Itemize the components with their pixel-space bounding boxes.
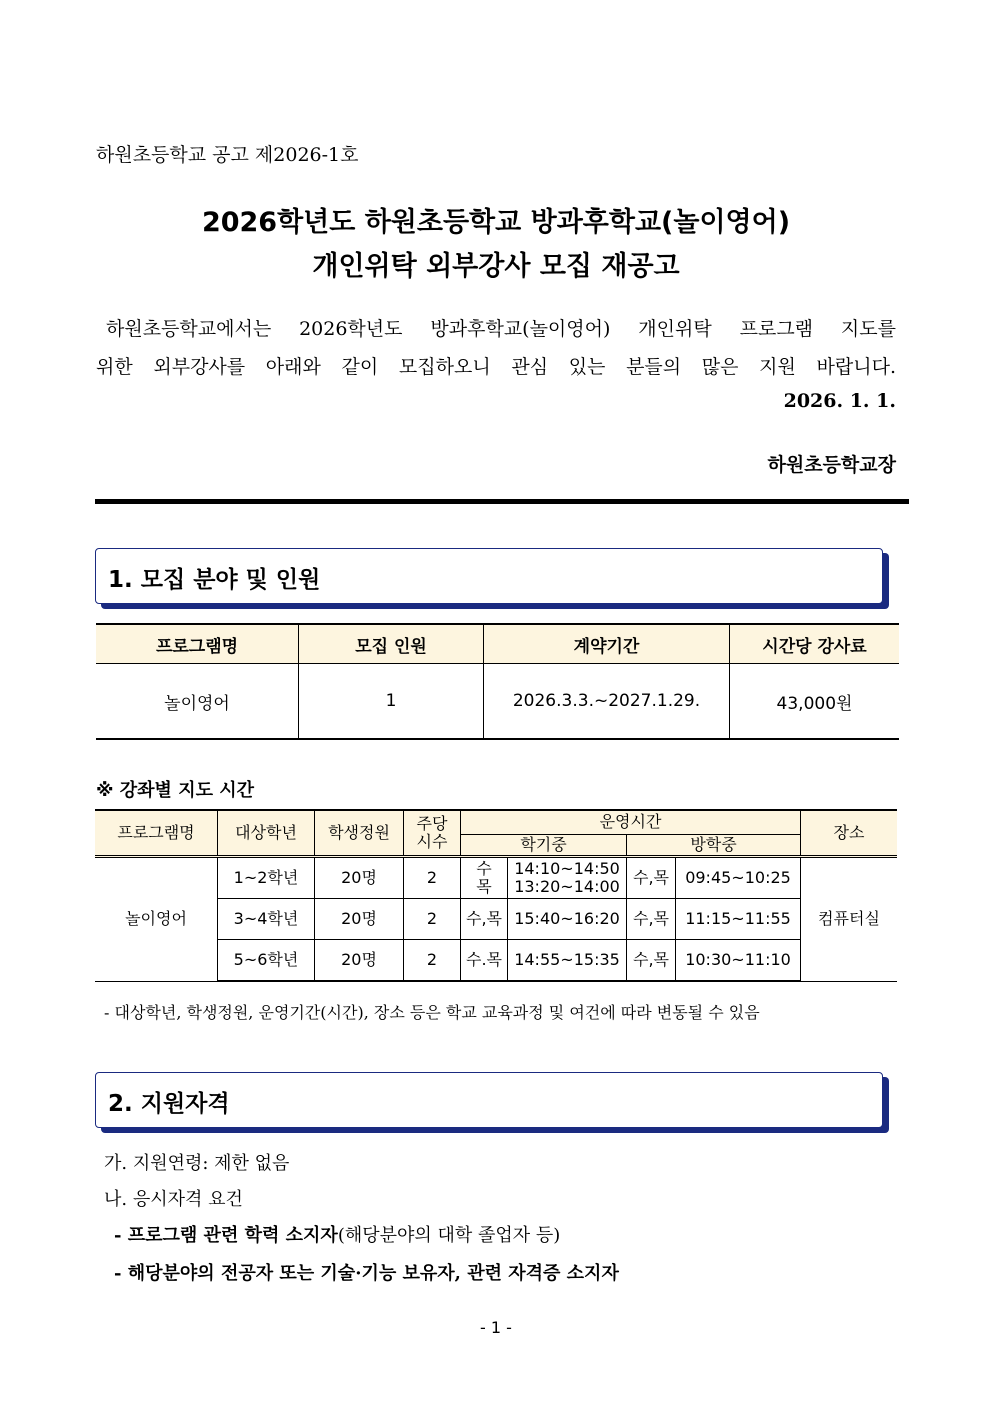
recruitment-table — [96, 623, 899, 740]
cell-vacation-day: 수,목 — [627, 899, 676, 940]
header-program: 프로그램명 — [96, 624, 299, 664]
cell-semester-day-line2: 목 — [476, 877, 492, 896]
cell-hourly-fee: 43,000원 — [730, 664, 900, 740]
requirement-expertise-text: - 해당분야의 전공자 또는 기술·기능 보유자, 관련 자격증 소지자 — [114, 1263, 619, 1284]
cell-semester-time — [508, 857, 627, 899]
cell-semester-time: 15:40~16:20 — [508, 899, 627, 940]
cell-semester-time: 14:55~15:35 — [508, 940, 627, 982]
header-recruit-count: 모집 인원 — [299, 624, 484, 664]
section2-title: 2. 지원자격 — [108, 1091, 230, 1117]
header-capacity: 학생정원 — [315, 810, 404, 857]
cell-semester-day: 수,목 — [461, 899, 508, 940]
schedule-heading: ※ 강좌별 지도 시간 — [96, 780, 255, 801]
cell-weekly-hours: 2 — [404, 940, 461, 982]
header-contract-period: 계약기간 — [484, 624, 730, 664]
cell-program: 놀이영어 — [95, 857, 218, 982]
cell-vacation-time: 10:30~11:10 — [676, 940, 801, 982]
cell-grade: 1~2학년 — [218, 857, 315, 899]
header-program: 프로그램명 — [95, 810, 218, 857]
cell-semester-day — [461, 857, 508, 899]
notice-date: 2026. 1. 1. — [783, 390, 896, 412]
header-hourly-fee: 시간당 강사료 — [730, 624, 900, 664]
schedule-header-row1 — [95, 810, 897, 834]
section1-title: 1. 모집 분야 및 인원 — [108, 567, 321, 593]
cell-weekly-hours: 2 — [404, 857, 461, 899]
document-title-line1: 2026학년도 하원초등학교 방과후학교(놀이영어) — [201, 207, 791, 238]
header-place: 장소 — [801, 810, 898, 857]
requirement-expertise — [114, 1259, 619, 1285]
page-number: - 1 - — [480, 1318, 512, 1337]
cell-capacity: 20명 — [315, 857, 404, 899]
header-operating-time: 운영시간 — [461, 810, 801, 834]
header-weekly-hours-line2: 시수 — [416, 832, 448, 851]
table-row — [95, 857, 897, 899]
qualification-requirements-heading: 나. 응시자격 요건 — [104, 1189, 243, 1210]
header-grade: 대상학년 — [218, 810, 315, 857]
document-title-line2: 개인위탁 외부강사 모집 재공고 — [312, 251, 680, 282]
cell-program: 놀이영어 — [96, 664, 299, 740]
schedule-footnote: - 대상학년, 학생정원, 운영기간(시간), 장소 등은 학교 교육과정 및 여건에 따라 변동될 수 있음 — [104, 1003, 760, 1022]
issuer: 하원초등학교장 — [767, 454, 896, 476]
table-row — [96, 664, 899, 740]
cell-capacity: 20명 — [315, 940, 404, 982]
requirement-education-bold: - 프로그램 관련 학력 소지자 — [114, 1225, 338, 1246]
cell-contract-period: 2026.3.3.~2027.1.29. — [484, 664, 730, 740]
header-weekly-hours-line1: 주당 — [416, 814, 448, 833]
cell-place: 컴퓨터실 — [801, 857, 898, 982]
schedule-table — [95, 809, 897, 982]
cell-vacation-day: 수,목 — [627, 857, 676, 899]
cell-vacation-time: 11:15~11:55 — [676, 899, 801, 940]
cell-semester-day: 수.목 — [461, 940, 508, 982]
intro-paragraph-line2: 위한 외부강사를 아래와 같이 모집하오니 관심 있는 분들의 많은 지원 바랍니다. — [96, 356, 896, 378]
cell-recruit-count: 1 — [299, 664, 484, 740]
header-vacation: 방학중 — [627, 834, 801, 856]
cell-semester-time-line2: 13:20~14:00 — [514, 877, 620, 896]
requirement-education-detail: (해당분야의 대학 졸업자 등) — [337, 1225, 561, 1246]
qualification-age: 가. 지원연령: 제한 없음 — [104, 1153, 290, 1174]
requirement-education — [114, 1221, 560, 1247]
cell-weekly-hours: 2 — [404, 899, 461, 940]
cell-capacity: 20명 — [315, 899, 404, 940]
header-semester: 학기중 — [461, 834, 627, 856]
cell-semester-day-line1: 수 — [476, 859, 492, 878]
divider — [95, 499, 909, 504]
header-weekly-hours — [404, 810, 461, 857]
intro-paragraph-line1: 하원초등학교에서는 2026학년도 방과후학교(놀이영어) 개인위탁 프로그램 지도를 — [106, 318, 896, 340]
cell-vacation-time: 09:45~10:25 — [676, 857, 801, 899]
cell-grade: 3~4학년 — [218, 899, 315, 940]
table-header-row — [96, 624, 899, 664]
cell-grade: 5~6학년 — [218, 940, 315, 982]
notice-number: 하원초등학교 공고 제2026-1호 — [96, 144, 359, 166]
cell-semester-time-line1: 14:10~14:50 — [514, 859, 620, 878]
cell-vacation-day: 수,목 — [627, 940, 676, 982]
